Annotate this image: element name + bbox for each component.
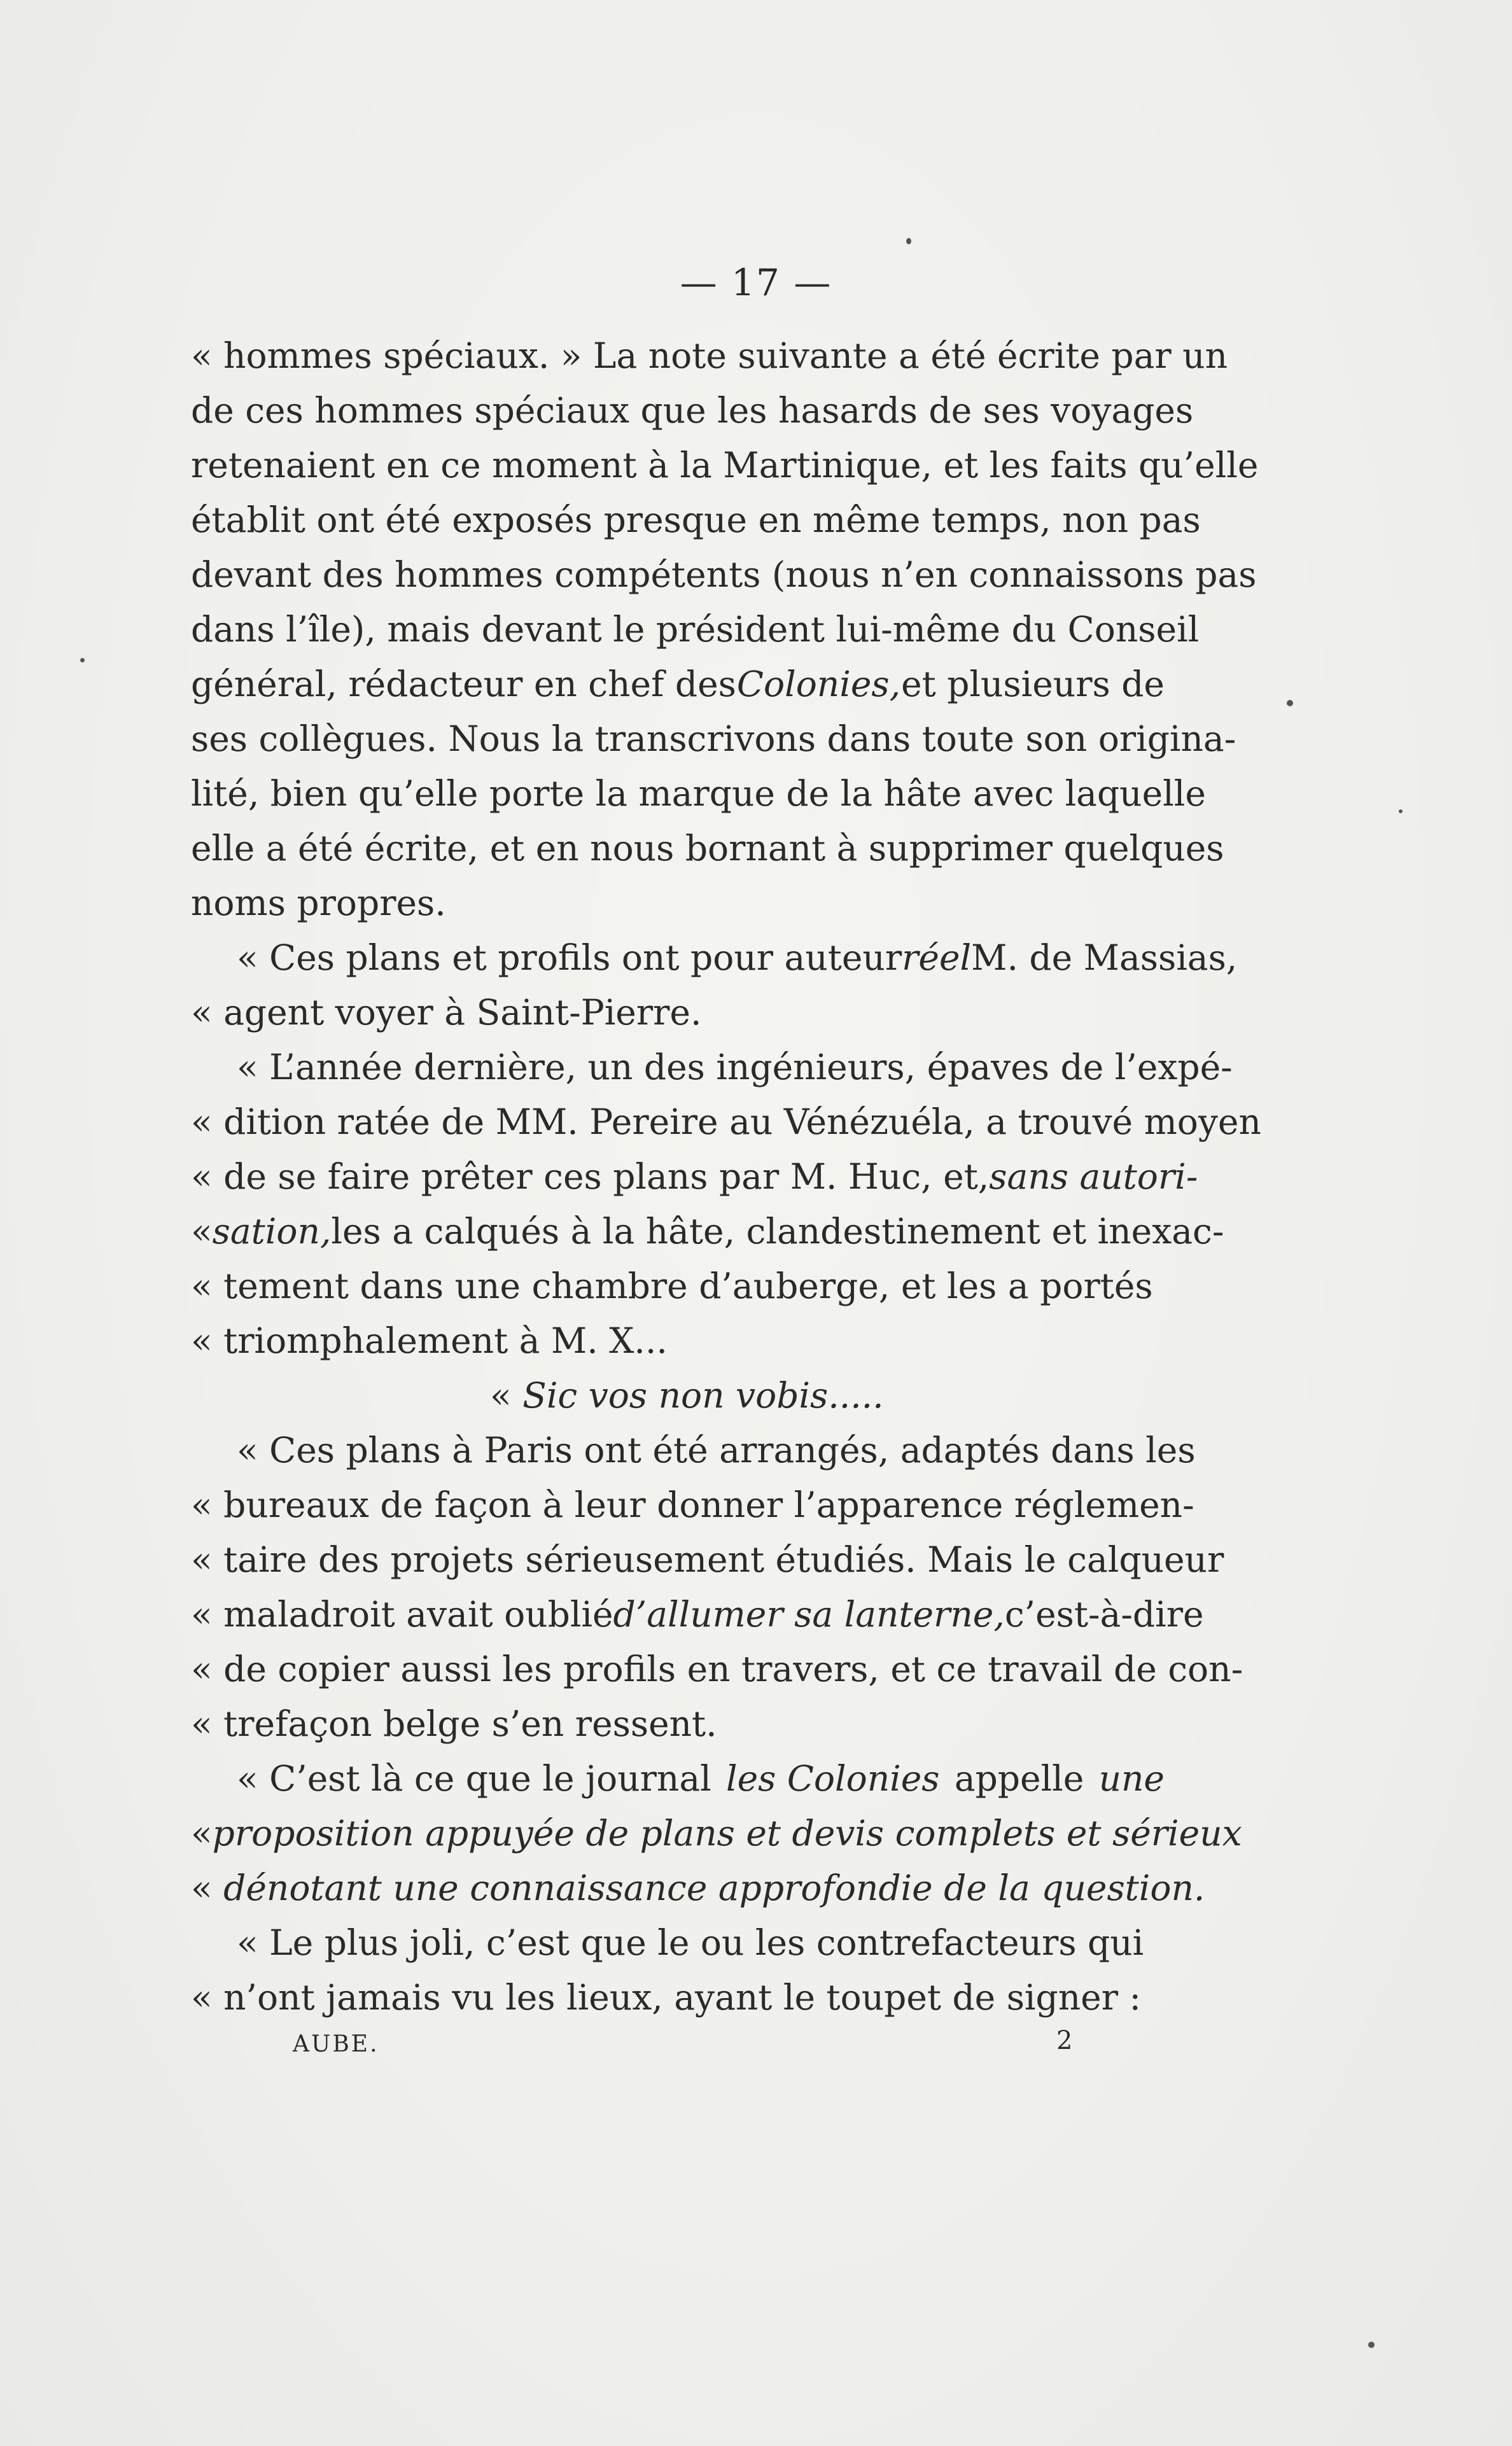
- italic-word: réel: [902, 937, 972, 978]
- text-line: lité, bien qu’elle porte la marque de la hâte avec laquelle: [191, 773, 1206, 814]
- footer-sheet-number: 2: [1056, 2026, 1073, 2055]
- paper-speck: [80, 658, 85, 662]
- footer-signature: AUBE.: [293, 2031, 379, 2057]
- italic-title: les Colonies: [726, 1758, 940, 1799]
- text-line: « L’année dernière, un des ingénieurs, épaves de l’expé-: [237, 1047, 1233, 1087]
- text-line: « dition ratée de MM. Pereire au Vénézuéla, a trouvé moyen: [191, 1101, 1261, 1142]
- text-line: « hommes spéciaux. » La note suivante a été écrite par un: [191, 335, 1228, 376]
- paper-speck: [1287, 700, 1293, 706]
- italic-phrase: d’allumer sa lanterne,: [613, 1594, 1005, 1635]
- text-line: « agent voyer à Saint-Pierre.: [191, 992, 702, 1033]
- text-line: « Le plus joli, c’est que le ou les contrefacteurs qui: [237, 1922, 1144, 1963]
- italic-phrase: dénotant une connaissance approfondie de la question.: [223, 1868, 1205, 1908]
- text-line: « taire des projets sérieusement étudiés. Mais le calqueur: [191, 1539, 1224, 1580]
- text-line: « dénotant une connaissance approfondie de la question.: [191, 1861, 1165, 1915]
- text-line: général, rédacteur en chef des Colonies, et plusieurs de: [191, 657, 1165, 711]
- text-line: « bureaux de façon à leur donner l’apparence réglemen-: [191, 1485, 1194, 1525]
- text-line: « sation, les a calqués à la hâte, clandestinement et inexac-: [191, 1204, 1165, 1259]
- paper-speck: [906, 238, 911, 244]
- text-line: « Ces plans à Paris ont été arrangés, adaptés dans les: [237, 1430, 1196, 1471]
- text-line: noms propres.: [191, 883, 446, 923]
- text-line: dans l’île), mais devant le président lui-même du Conseil: [191, 609, 1200, 650]
- italic-phrase: proposition appuyée de plans et devis complets et sérieux: [212, 1813, 1242, 1854]
- text-line: « maladroit avait oublié d’allumer sa lanterne, c’est-à-dire: [191, 1587, 1165, 1642]
- italic-phrase: sation,: [212, 1211, 332, 1252]
- page-number: — 17 —: [680, 261, 832, 304]
- text-line: de ces hommes spéciaux que les hasards de ses voyages: [191, 390, 1194, 431]
- body-text: [191, 328, 1261, 2025]
- text-line: retenaient en ce moment à la Martinique, et les faits qu’elle: [191, 445, 1259, 486]
- paper-speck: [1399, 809, 1403, 813]
- text-line: devant des hommes compétents (nous n’en connaissons pas: [191, 554, 1257, 595]
- text-line: « de copier aussi les profils en travers, et ce travail de con-: [191, 1649, 1243, 1689]
- italic-word: une: [1098, 1758, 1165, 1799]
- italic-phrase: sans autori-: [989, 1156, 1198, 1197]
- text-line: « trefaçon belge s’en ressent.: [191, 1703, 717, 1744]
- text-line: « triomphalement à M. X...: [191, 1320, 668, 1361]
- text-line: établit ont été exposés presque en même temps, non pas: [191, 500, 1201, 540]
- text-line: elle a été écrite, et en nous bornant à supprimer quelques: [191, 828, 1224, 869]
- text-line: « C’est là ce que le journal les Colonies appelle une: [191, 1751, 1165, 1806]
- italic-quote: Sic vos non vobis.....: [522, 1375, 884, 1416]
- text-line: ses collègues. Nous la transcrivons dans toute son origina-: [191, 718, 1236, 759]
- text-line: « Ces plans et profils ont pour auteur réel M. de Massias,: [191, 930, 1165, 985]
- italic-title: Colonies,: [736, 664, 901, 704]
- text-line: « tement dans une chambre d’auberge, et les a portés: [191, 1266, 1153, 1306]
- paper-speck: [1368, 2342, 1375, 2348]
- text-line: « Sic vos non vobis.....: [191, 1368, 1165, 1423]
- text-line: « proposition appuyée de plans et devis complets et sérieux: [191, 1806, 1165, 1861]
- text-line: « n’ont jamais vu les lieux, ayant le toupet de signer :: [191, 1977, 1142, 2018]
- text-line: « de se faire prêter ces plans par M. Huc, et, sans autori-: [191, 1149, 1165, 1204]
